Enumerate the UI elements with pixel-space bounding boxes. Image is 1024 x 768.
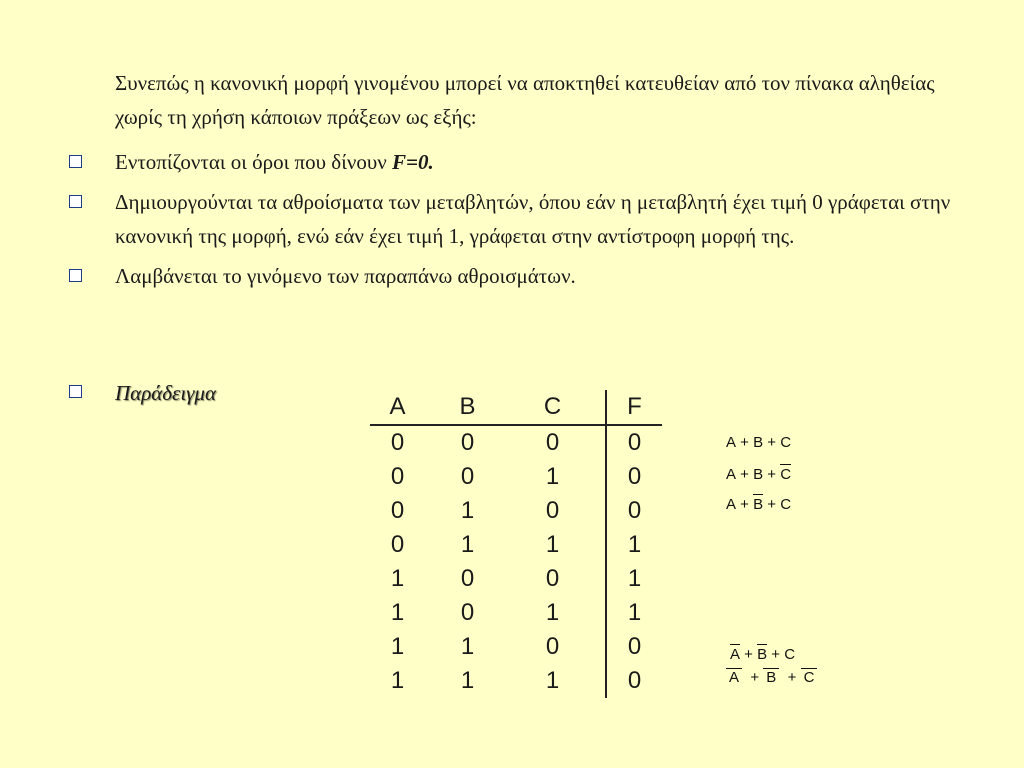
maxterm-row1	[726, 434, 791, 451]
maxterm-var-c: C	[780, 434, 792, 451]
maxterm-plus: +	[767, 646, 785, 663]
table-cell: 0	[606, 664, 662, 698]
bullet-emphasis: F=0.	[391, 150, 434, 174]
table-cell: 0	[545, 633, 560, 660]
square-bullet-icon	[69, 195, 82, 208]
truth-table	[370, 390, 662, 698]
table-cell: 1	[545, 599, 560, 626]
square-bullet-icon	[69, 155, 82, 168]
table-cell: 1	[390, 599, 405, 626]
table-cell: 0	[390, 429, 405, 456]
table-cell: 1	[545, 667, 560, 694]
table-row	[370, 562, 662, 596]
maxterm-row3	[726, 494, 791, 513]
maxterm-plus: +	[763, 434, 781, 451]
table-row	[370, 528, 662, 562]
example-label: Παράδειγμα	[115, 381, 217, 405]
bullet-text: Δημιουργούνται τα αθροίσματα των μεταβλητών, όπου εάν η μεταβλητή έχει τιμή 0 γράφεται στην κανονική της μορφή, ενώ εάν έχει τιμή 1, γράφεται στην αντίστροφη μορφή της.	[115, 190, 951, 248]
maxterm-plus: +	[736, 434, 754, 451]
table-cell: 0	[460, 599, 475, 626]
table-row	[370, 460, 662, 494]
header-b: B	[425, 390, 510, 425]
maxterm-var-b: B	[753, 466, 764, 483]
header-a: A	[370, 390, 425, 425]
table-cell: 0	[460, 463, 475, 490]
maxterm-var-a: A	[726, 466, 737, 483]
table-cell: 1	[390, 667, 405, 694]
table-cell: 1	[460, 531, 475, 558]
bullet-text: Εντοπίζονται οι όροι που δίνουν	[115, 150, 392, 174]
maxterm-var-a: A	[726, 434, 737, 451]
table-row	[370, 596, 662, 630]
table-cell: 0	[606, 460, 662, 494]
bullet-item	[66, 145, 966, 179]
maxterm-var-a: A	[726, 496, 737, 513]
table-row	[370, 425, 662, 460]
maxterm-plus: +	[763, 466, 781, 483]
maxterm-var-c: C	[780, 496, 792, 513]
maxterm-var-c: C	[784, 646, 796, 663]
table-row	[370, 630, 662, 664]
maxterm-var-b: B	[753, 496, 764, 513]
table-cell: 1	[545, 531, 560, 558]
table-cell: 0	[390, 463, 405, 490]
example-heading	[66, 376, 216, 410]
maxterm-plus: +	[779, 669, 801, 686]
maxterm-plus: +	[740, 646, 758, 663]
maxterm-row7	[730, 644, 795, 663]
maxterm-plus: +	[742, 669, 764, 686]
table-cell: 1	[606, 528, 662, 562]
table-cell: 0	[390, 531, 405, 558]
table-cell: 1	[460, 497, 475, 524]
table-cell: 1	[606, 596, 662, 630]
table-cell: 0	[606, 630, 662, 664]
maxterm-plus: +	[763, 496, 781, 513]
intro-paragraph: Συνεπώς η κανονική μορφή γινομένου μπορεί να αποκτηθεί κατευθείαν από τον πίνακα αληθείας χωρίς τη χρήση κάποιων πράξεων ως εξής:	[115, 71, 935, 129]
header-divider	[595, 390, 606, 425]
table-cell: 0	[460, 565, 475, 592]
maxterm-plus: +	[736, 496, 754, 513]
bullet-list	[66, 145, 966, 299]
maxterm-var-a: A	[726, 668, 742, 686]
table-cell: 0	[606, 494, 662, 528]
table-row	[370, 664, 662, 698]
table-cell: 1	[390, 565, 405, 592]
bullet-item	[66, 259, 966, 293]
table-cell: 1	[460, 667, 475, 694]
maxterm-var-b: B	[753, 434, 764, 451]
square-bullet-icon	[69, 269, 82, 282]
table-cell: 1	[545, 463, 560, 490]
bullet-text: Λαμβάνεται το γινόμενο των παραπάνω αθροισμάτων.	[115, 264, 576, 288]
truth-table-header	[370, 390, 662, 425]
maxterm-var-a: A	[730, 646, 741, 663]
table-cell: 1	[460, 633, 475, 660]
maxterm-row2	[726, 464, 791, 483]
table-row	[370, 494, 662, 528]
square-bullet-icon	[69, 385, 82, 398]
bullet-item	[66, 185, 966, 253]
table-cell: 0	[545, 429, 560, 456]
table-cell: 1	[606, 562, 662, 596]
table-cell: 1	[390, 633, 405, 660]
maxterm-var-c: C	[780, 466, 792, 483]
maxterm-var-c: C	[801, 668, 818, 686]
maxterm-row8	[726, 668, 817, 686]
header-f: F	[606, 390, 662, 425]
maxterm-plus: +	[736, 466, 754, 483]
table-cell: 0	[390, 497, 405, 524]
table-cell: 0	[545, 565, 560, 592]
header-c: C	[510, 390, 595, 425]
maxterm-var-b: B	[763, 668, 779, 686]
maxterm-var-b: B	[757, 646, 768, 663]
table-cell: 0	[460, 429, 475, 456]
table-cell: 0	[545, 497, 560, 524]
table-cell: 0	[606, 425, 662, 460]
